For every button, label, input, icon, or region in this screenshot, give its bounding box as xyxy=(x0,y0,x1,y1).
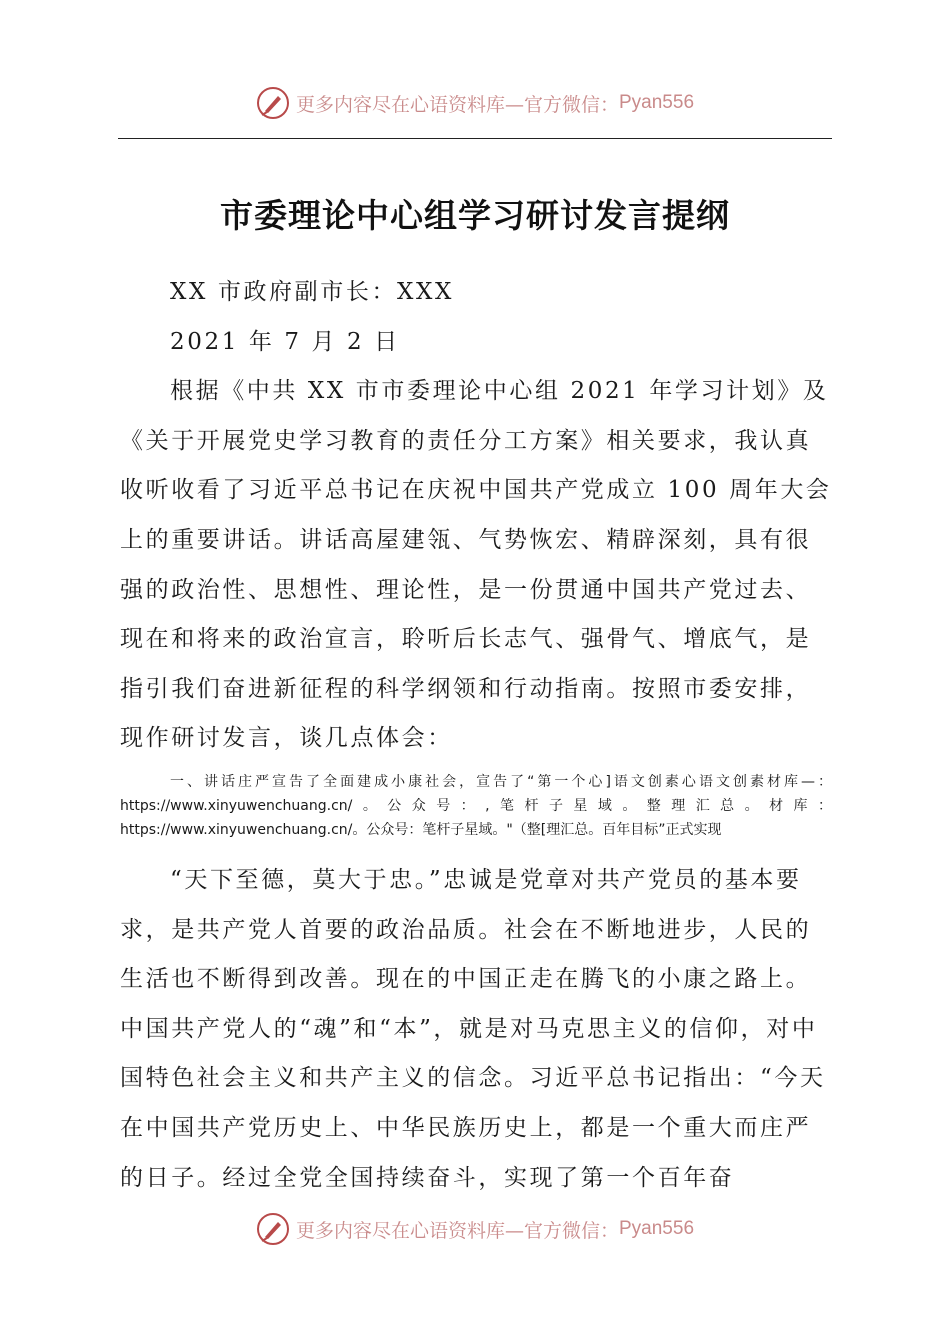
watermark-handle: Pyan556 xyxy=(619,92,695,113)
pen-logo-icon xyxy=(256,1212,290,1246)
watermark-text: 更多内容尽在心语资料库—官方微信： xyxy=(295,93,619,116)
document-title: 市委理论中心组学习研讨发言提纲 xyxy=(220,196,730,235)
pen-logo-icon xyxy=(256,86,290,120)
watermark-text: 更多内容尽在心语资料库—官方微信： xyxy=(295,1219,619,1242)
watermark-handle: Pyan556 xyxy=(619,1218,695,1239)
section-heading: 一、讲话庄严宣告了全面建成小康社会，宣告了“第一个心]语文创素心语文创素材库—：https://www.xinyuwenchuang.cn/。公众号：,笔杆子星域。整理汇总。材库：https://www.xinyuwenchuang.cn/。公众号：笔杆子星域。"（整[理汇总。百年目标”正式实现 xyxy=(120,773,832,838)
date-line: 2021 年 7 月 2 日 xyxy=(170,328,400,355)
paragraph-intro: 根据《中共 XX 市市委理论中心组 2021 年学习计划》及《关于开展党史学习教育的责任分工方案》相关要求，我认真收听收看了习近平总书记在庆祝中国共产党成立 100 周年大会上的重要讲话。讲话高屋建瓴、气势恢宏、精辟深刻，具有很强的政治性、思想性、理论性，是一份贯通中国共产党过去、现在和将来的政治宣言，聆听后长志气、强骨气、增底气，是指引我们奋进新征程的科学纲领和行动指南。按照市委安排，现作研讨发言，谈几点体会： xyxy=(120,378,832,752)
paragraph-loyalty: “天下至德，莫大于忠。”忠诚是党章对共产党员的基本要求，是共产党人首要的政治品质。社会在不断地进步，人民的生活也不断得到改善。现在的中国正走在腾飞的小康之路上。中国共产党人的“魂”和“本”，就是对马克思主义的信仰，对中国特色社会主义和共产主义的信念。习近平总书记指出：“今天在中国共产党历史上、中华民族历史上，都是一个重大而庄严的日子。经过全党全国持续奋斗，实现了第一个百年奋 xyxy=(120,866,826,1191)
header-watermark xyxy=(0,86,950,120)
author-line: XX 市政府副市长：XXX xyxy=(170,279,454,305)
footer-watermark xyxy=(0,1212,950,1246)
header-rule xyxy=(118,138,832,139)
document-body xyxy=(120,268,832,1203)
